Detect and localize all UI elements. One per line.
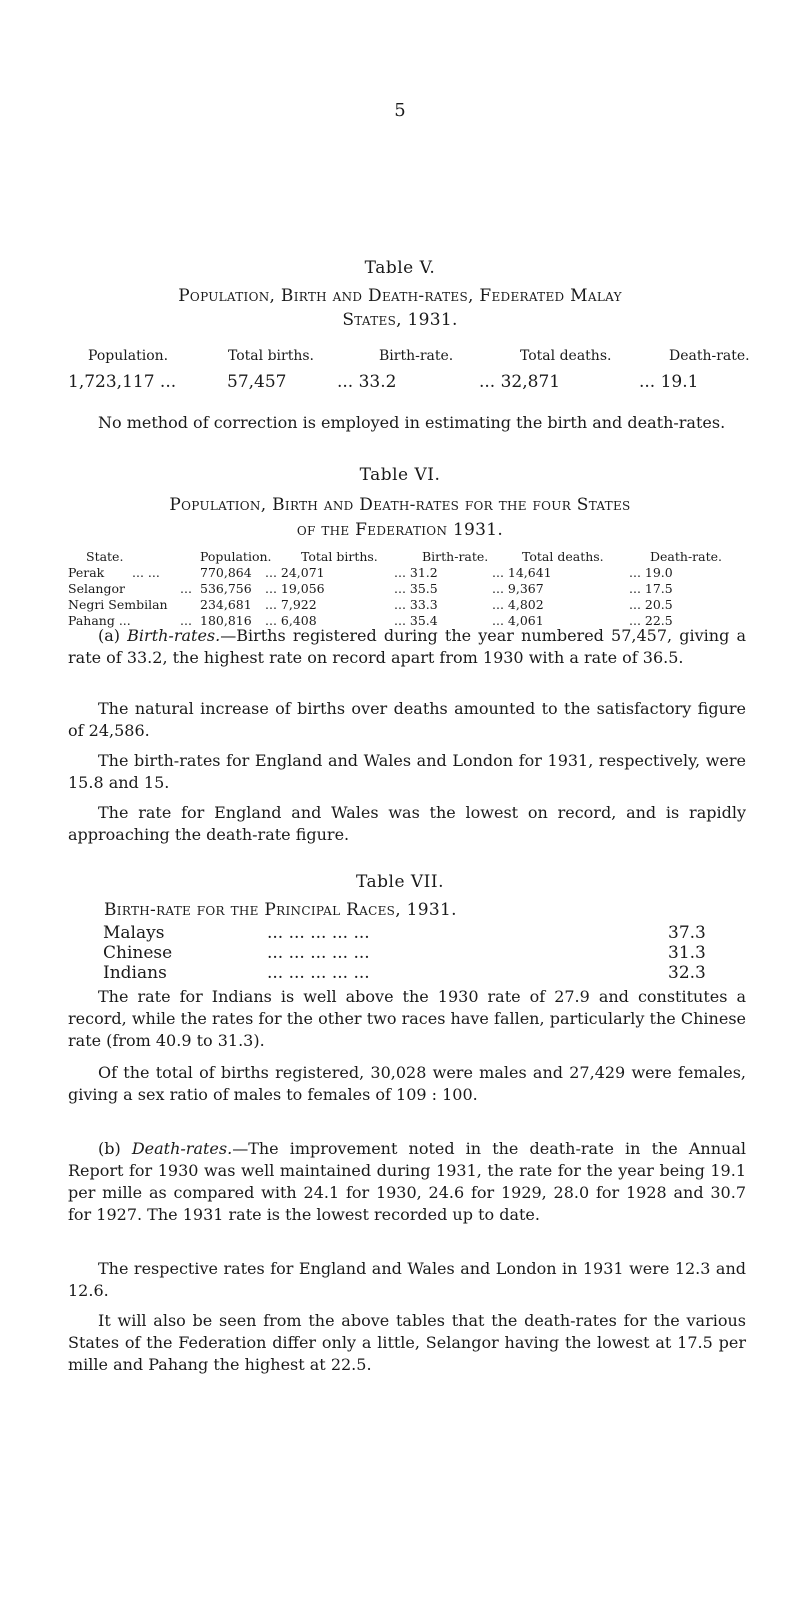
section-title-death-rates: Death-rates. (131, 1139, 233, 1158)
leader-dots: ... ... ... ... ... (267, 963, 370, 983)
paragraph-indians-rate: The rate for Indians is well above the 1930 rate of 27.9 and constitutes a record, while the rates for the other two races have fallen, particularly the Chinese rate (from 40.9 to 31.3). (68, 987, 746, 1050)
table-vi-header: Population. (200, 549, 272, 564)
birth-rate: ... 35.5 (394, 581, 438, 596)
table-vi-header: Total births. (301, 549, 378, 564)
total-births: ... 6,408 (265, 613, 317, 628)
leader-dots: ... ... (132, 565, 160, 580)
table-v-value: ... 32,871 (479, 372, 561, 392)
table-vi-header: Birth-rate. (422, 549, 489, 564)
state-name: Selangor (68, 581, 125, 596)
death-rate: ... 22.5 (629, 613, 673, 628)
total-deaths: ... 14,641 (492, 565, 552, 580)
paragraph-england-birth-rates: The birth-rates for England and Wales and London for 1931, respectively, were 15.8 and 15. (68, 751, 746, 792)
table-v-header: Population. (88, 348, 169, 364)
total-births: ... 7,922 (265, 597, 317, 612)
table-row (68, 581, 748, 597)
table-vi-header: Death-rate. (650, 549, 722, 564)
leader-dots: ... ... ... ... ... (267, 943, 370, 963)
death-rate: ... 19.0 (629, 565, 673, 580)
table-vi-header-row (68, 549, 748, 565)
death-rate: ... 20.5 (629, 597, 673, 612)
table-row (103, 963, 733, 983)
total-deaths: ... 9,367 (492, 581, 544, 596)
total-births: ... 19,056 (265, 581, 325, 596)
table-v-value: 1,723,117 ... (68, 372, 177, 392)
table-row (103, 943, 733, 963)
leader-dots: ... (180, 581, 192, 596)
section-title-birth-rates: Birth-rates. (127, 626, 221, 645)
race-name: Indians (103, 963, 167, 983)
table-vii-caption: Birth-rate for the Principal Races, 1931. (104, 900, 457, 920)
table-v-caption-line2: States, 1931. (342, 310, 458, 330)
page-number: 5 (394, 100, 406, 121)
birth-rate: ... 31.2 (394, 565, 438, 580)
race-birth-rate: 37.3 (668, 923, 706, 943)
paragraph-england-death-rates: The respective rates for England and Wales and London in 1931 were 12.3 and 12.6. (68, 1259, 746, 1300)
table-row (68, 597, 748, 613)
table-v-value: ... 19.1 (639, 372, 699, 392)
birth-rate: ... 33.3 (394, 597, 438, 612)
paragraph-death-rates: (b) Death-rates.—The improvement noted in the death-rate in the Annual Report for 1930 was well maintained during 1931, the rate for the year being 19.1 per mille as compared with 24.1 for 1930, 24.6 for 1929, 28.0 for 1928 and 30.7 for 1927. The 1931 rate is the lowest recorded up to date. (68, 1139, 746, 1224)
paragraph-natural-increase: The natural increase of births over deaths amounted to the satisfactory figure of 24,586. (68, 699, 746, 740)
state-name: Pahang ... (68, 613, 131, 628)
population: 180,816 (200, 613, 252, 628)
leader-dots: ... (180, 613, 192, 628)
table-vi-caption-line2: of the Federation 1931. (296, 520, 504, 540)
table-vi-caption-line1: Population, Birth and Death-rates for the four States (169, 495, 631, 515)
table-v-label: Table V. (364, 258, 436, 278)
total-births: ... 24,071 (265, 565, 325, 580)
table-v-value: 57,457 (227, 372, 287, 392)
table-v-header: Total births. (228, 348, 314, 364)
population: 536,756 (200, 581, 252, 596)
paragraph-birth-rates: (a) Birth-rates.—Births registered during the year numbered 57,457, giving a rate of 33.2, the highest rate on record apart from 1930 with a rate of 36.5. (68, 626, 746, 667)
paragraph-correction: No method of correction is employed in estimating the birth and death-rates. (98, 413, 726, 432)
table-vi-label: Table VI. (359, 465, 441, 485)
race-name: Chinese (103, 943, 173, 963)
table-v-header: Death-rate. (669, 348, 750, 364)
table-v-header: Birth-rate. (379, 348, 454, 364)
table-vi (68, 549, 748, 629)
table-row (103, 923, 733, 943)
death-rate: ... 17.5 (629, 581, 673, 596)
table-row (68, 565, 748, 581)
total-deaths: ... 4,061 (492, 613, 544, 628)
race-birth-rate: 32.3 (668, 963, 706, 983)
birth-rate: ... 35.4 (394, 613, 438, 628)
race-birth-rate: 31.3 (668, 943, 706, 963)
total-deaths: ... 4,802 (492, 597, 544, 612)
table-vii-label: Table VII. (355, 872, 445, 892)
table-vi-header: State. (86, 549, 124, 564)
table-vi-header: Total deaths. (522, 549, 604, 564)
paragraph-lowest-record: The rate for England and Wales was the lowest on record, and is rapidly approaching the death-rate figure. (68, 803, 746, 844)
paragraph-federation-states: It will also be seen from the above tables that the death-rates for the various States of the Federation differ only a little, Selangor having the lowest at 17.5 per mille and Pahang the highest at 22.5. (68, 1311, 746, 1374)
table-vii (103, 923, 733, 983)
paragraph-sex-ratio: Of the total of births registered, 30,028 were males and 27,429 were females, giving a sex ratio of males to females of 109 : 100. (68, 1063, 746, 1104)
population: 770,864 (200, 565, 252, 580)
table-v-header: Total deaths. (520, 348, 612, 364)
state-name: Perak (68, 565, 105, 580)
leader-dots: ... ... ... ... ... (267, 923, 370, 943)
table-v-value: ... 33.2 (337, 372, 397, 392)
population: 234,681 (200, 597, 252, 612)
race-name: Malays (103, 923, 165, 943)
state-name: Negri Sembilan (68, 597, 168, 612)
table-v-caption-line1: Population, Birth and Death-rates, Federated Malay (178, 286, 622, 306)
